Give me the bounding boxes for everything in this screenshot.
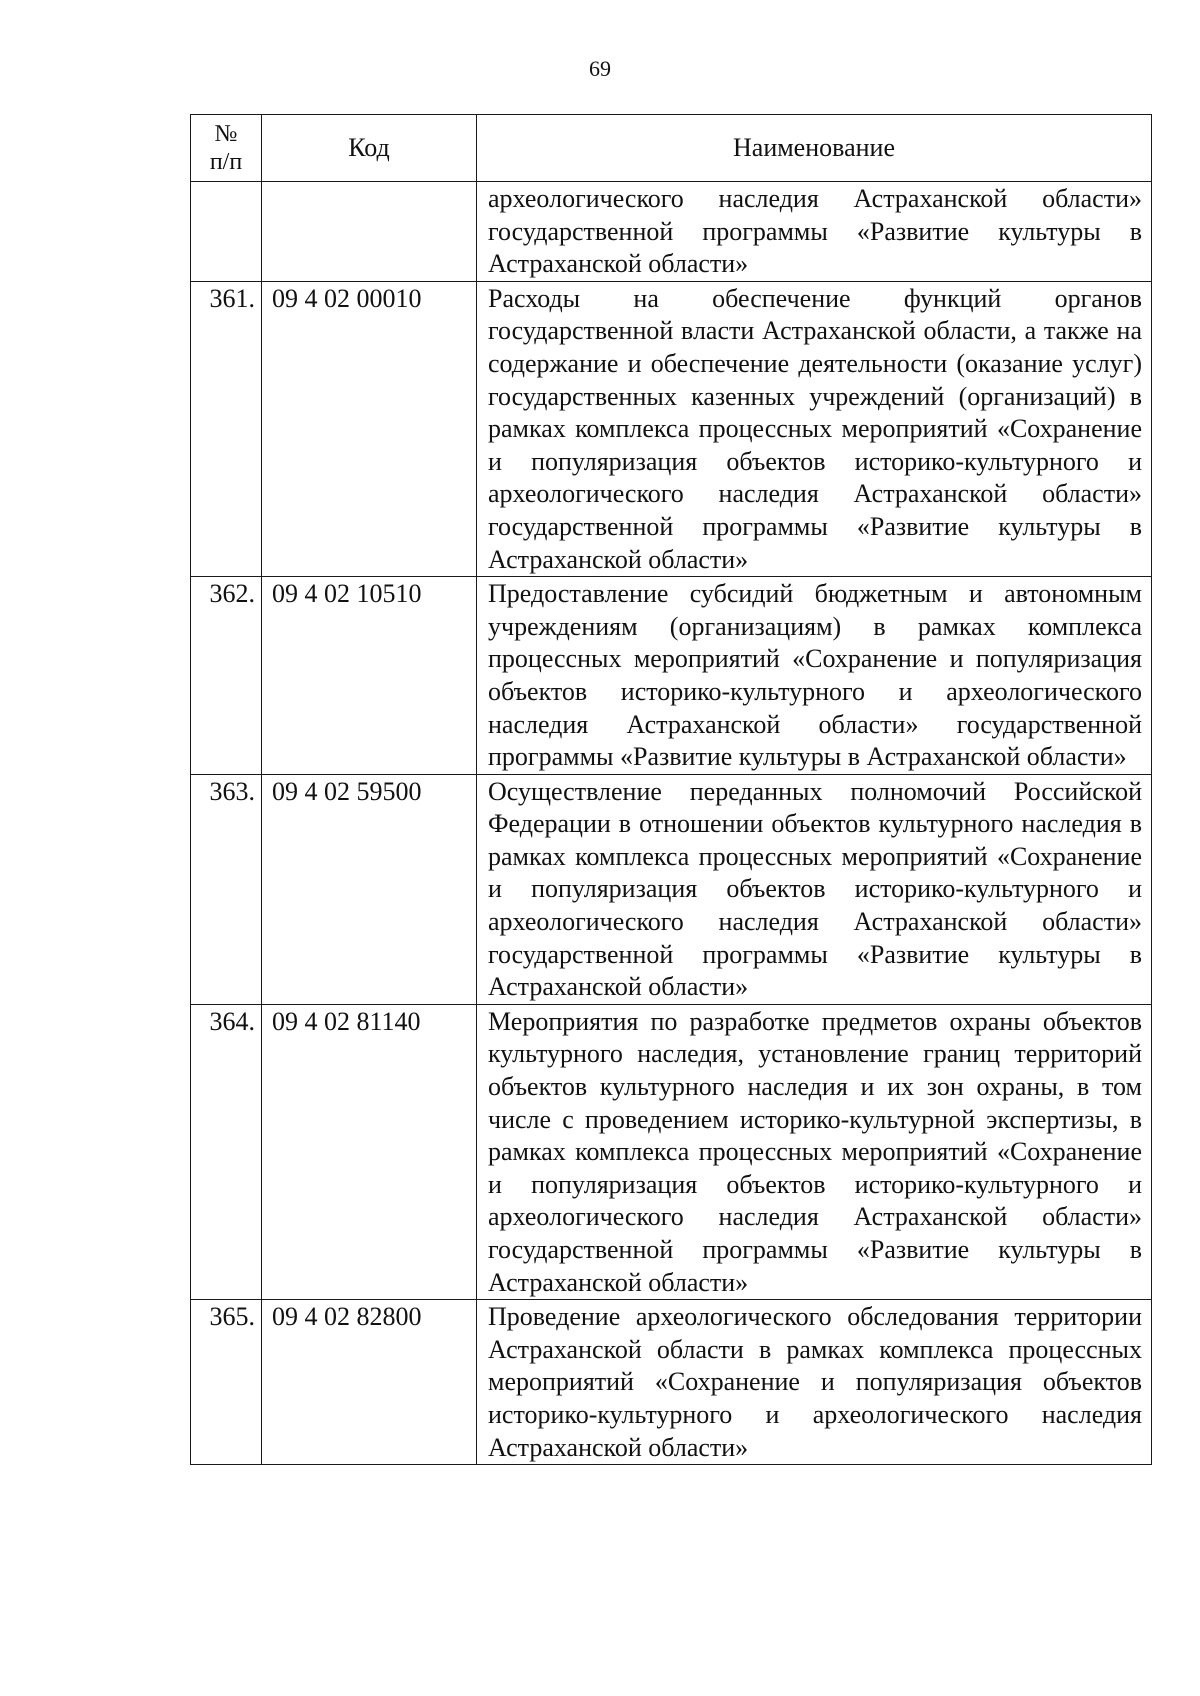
table-row: [191, 774, 1152, 1004]
row-code: 09 4 02 00010: [262, 281, 477, 576]
header-number-abbr: п/п: [209, 149, 243, 175]
row-number: 364.: [191, 1004, 262, 1299]
row-number: [191, 182, 262, 282]
header-number-sign: №: [214, 121, 238, 147]
row-number: 365.: [191, 1300, 262, 1465]
row-name: Предоставление субсидий бюджетным и автономным учреждениям (организациям) в рамках комплекса процессных мероприятий «Сохранение и популяризация объектов историко-культурного и археологического наследия Астраханской области» государственной программы «Развитие культуры в Астраханской области»: [477, 577, 1152, 775]
row-name: археологического наследия Астраханской области» государственной программы «Развитие культуры в Астраханской области»: [477, 182, 1152, 282]
table-row: [191, 577, 1152, 775]
row-number: 362.: [191, 577, 262, 775]
row-number: 361.: [191, 281, 262, 576]
row-code: 09 4 02 82800: [262, 1300, 477, 1465]
page-number: 69: [589, 56, 611, 81]
row-name: Проведение археологического обследования территории Астраханской области в рамках комплекса процессных мероприятий «Сохранение и популяризация объектов историко-культурного и археологического наследия Астраханской области»: [477, 1300, 1152, 1465]
table-row: [191, 1004, 1152, 1299]
row-name: Осуществление переданных полномочий Российской Федерации в отношении объектов культурного наследия в рамках комплекса процессных мероприятий «Сохранение и популяризация объектов историко-культурного и археологического наследия Астраханской области» государственной программы «Развитие культуры в Астраханской области»: [477, 774, 1152, 1004]
row-code: 09 4 02 10510: [262, 577, 477, 775]
row-number: 363.: [191, 774, 262, 1004]
row-code: [262, 182, 477, 282]
row-name: Расходы на обеспечение функций органов государственной власти Астраханской области, а также на содержание и обеспечение деятельности (оказание услуг) государственных казенных учреждений (организаций) в рамках комплекса процессных мероприятий «Сохранение и популяризация объектов историко-культурного и археологического наследия Астраханской области» государственной программы «Развитие культуры в Астраханской области»: [477, 281, 1152, 576]
budget-classification-table: [190, 114, 1152, 1465]
table-row: [191, 1300, 1152, 1465]
table-header-row: [191, 115, 1152, 182]
header-code: Код: [262, 115, 477, 182]
header-name: Наименование: [477, 115, 1152, 182]
table-row: [191, 182, 1152, 282]
table-row: [191, 281, 1152, 576]
row-code: 09 4 02 59500: [262, 774, 477, 1004]
row-name: Мероприятия по разработке предметов охраны объектов культурного наследия, установление границ территорий объектов культурного наследия и их зон охраны, в том числе с проведением историко-культурной экспертизы, в рамках комплекса процессных мероприятий «Сохранение и популяризация объектов историко-культурного и археологического наследия Астраханской области» государственной программы «Развитие культуры в Астраханской области»: [477, 1004, 1152, 1299]
row-code: 09 4 02 81140: [262, 1004, 477, 1299]
header-number: [191, 115, 262, 182]
